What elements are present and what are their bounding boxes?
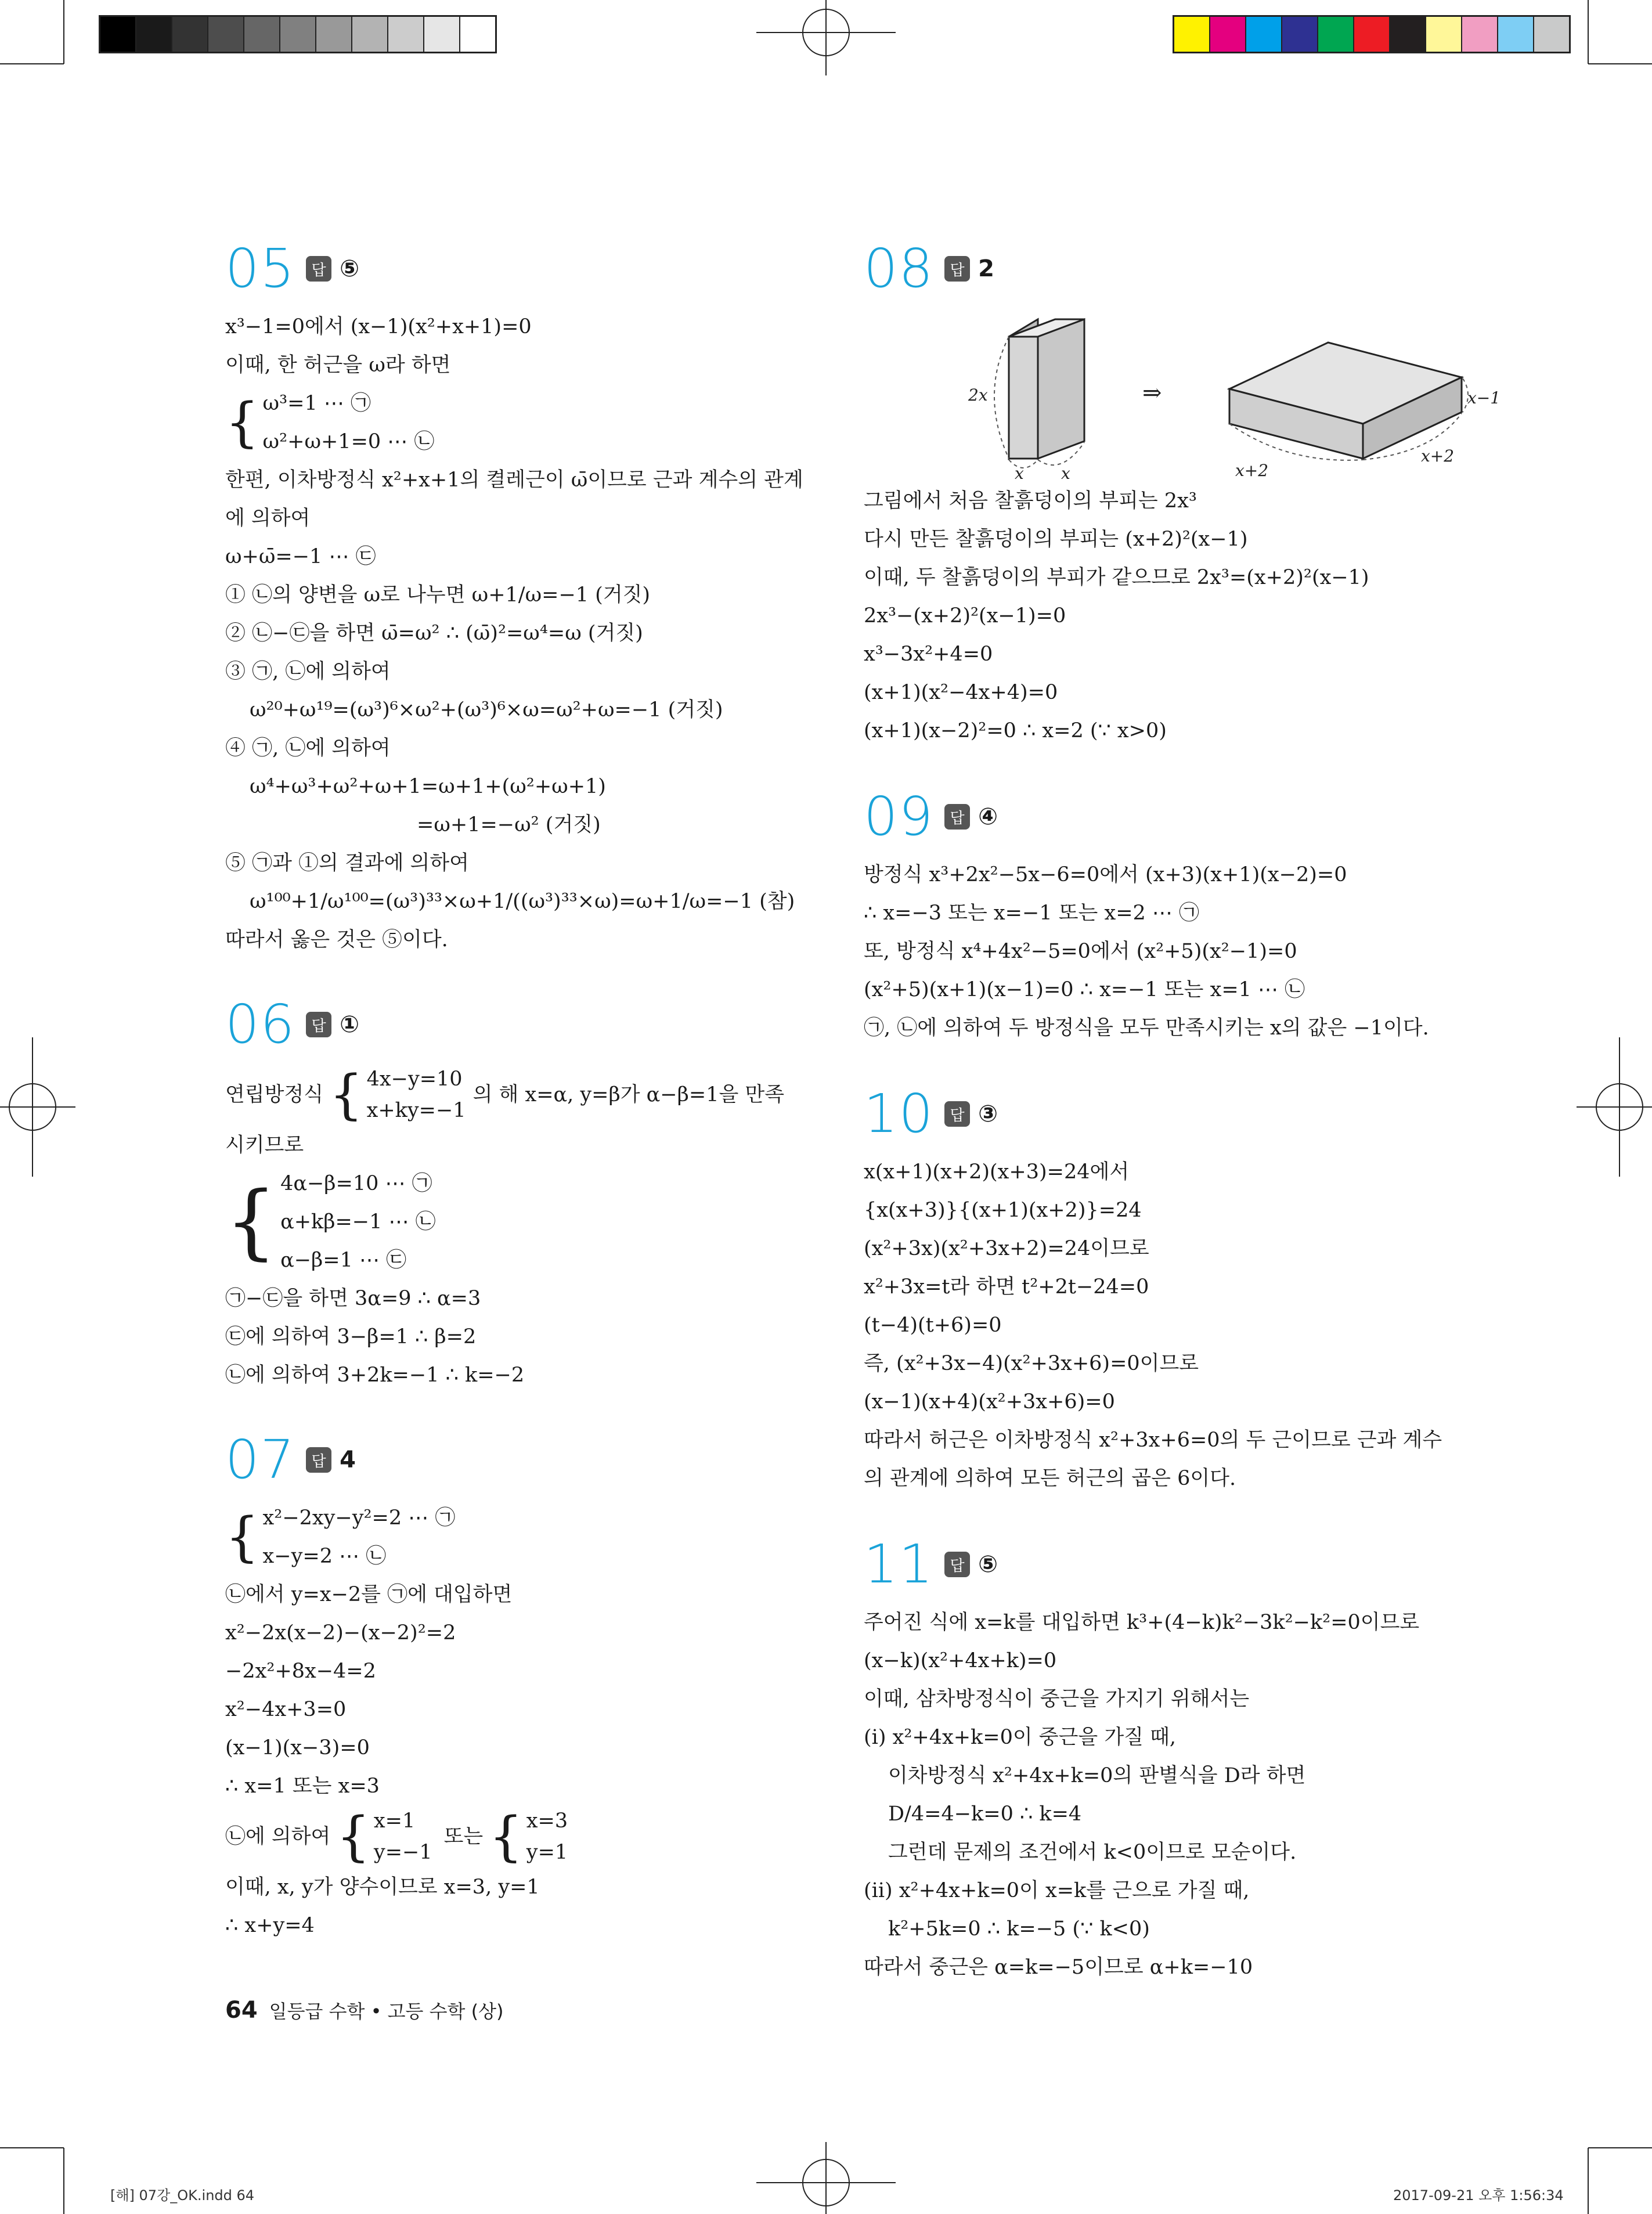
book-title: 일등급 수학 • 고등 수학 (상)	[269, 2000, 504, 2022]
answer-badge: 답	[944, 256, 970, 282]
solution-line: (x²+5)(x+1)(x−1)=0 ∴ x=−1 또는 x=1 ⋯ ㉡	[864, 978, 1305, 1001]
solution-line: 따라서 옳은 것은 ⑤이다.	[225, 928, 448, 951]
figure-arrow: ⇒	[1142, 380, 1162, 406]
equation-system: { 4x−y=10 x+ky=−1	[329, 1063, 466, 1126]
problem-number: 05	[225, 237, 296, 300]
solution-line: (x+1)(x²−4x+4)=0	[864, 681, 1058, 704]
solution-line: D/4=4−k=0 ∴ k=4	[888, 1802, 1082, 1826]
solution-line: y=1	[526, 1841, 568, 1864]
solution-line: (ⅱ) x²+4x+k=0이 x=k를 근으로 가질 때,	[864, 1879, 1250, 1902]
answer-badge: 답	[306, 1012, 331, 1037]
solution-line: (t−4)(t+6)=0	[864, 1314, 1002, 1337]
answer-value: ①	[340, 1011, 359, 1038]
problem-07	[225, 1428, 870, 1945]
solution-line: x=3	[526, 1809, 568, 1833]
solution-line: 이때, x, y가 양수이므로 x=3, y=1	[225, 1876, 540, 1899]
problem-number: 09	[864, 785, 935, 848]
equation-system: { ω³=1 ⋯ ㉠ ω²+ω+1=0 ⋯ ㉡	[225, 384, 870, 461]
solution-line: ω¹⁰⁰+1/ω¹⁰⁰=(ω³)³³×ω+1/((ω³)³³×ω)=ω+1/ω=−1 (참)	[250, 890, 795, 913]
solution-line: (x+1)(x−2)²=0 ∴ x=2 (∵ x>0)	[864, 719, 1167, 742]
solution-line: 다시 만든 찰흙덩이의 부피는 (x+2)²(x−1)	[864, 528, 1248, 551]
problem-number: 08	[864, 237, 935, 300]
answer-badge: 답	[306, 256, 331, 282]
solution-line: 방정식 x³+2x²−5x−6=0에서 (x+3)(x+1)(x−2)=0	[864, 863, 1347, 886]
solution-line: ㉡에 의하여	[225, 1825, 331, 1848]
solution-line: 즉, (x²+3x−4)(x²+3x+6)=0이므로	[864, 1352, 1199, 1375]
solution-line: x³−1=0에서 (x−1)(x²+x+1)=0	[225, 315, 532, 338]
slug-date: 2017-09-21 오후 1:56:34	[1393, 2187, 1564, 2204]
solution-line: 또, 방정식 x⁴+4x²−5=0에서 (x²+5)(x²−1)=0	[864, 940, 1297, 963]
problem-10	[864, 1082, 1508, 1498]
solution-line: ㉡에서 y=x−2를 ㉠에 대입하면	[225, 1583, 513, 1606]
problem-11	[864, 1533, 1508, 1986]
solution-line: (x²+3x)(x²+3x+2)=24이므로	[864, 1237, 1149, 1260]
solution-line: x²−2x(x−2)−(x−2)²=2	[225, 1621, 456, 1645]
problem-09	[864, 785, 1508, 1047]
solution-line: ㉠−㉢을 하면 3α=9 ∴ α=3	[225, 1287, 481, 1310]
problem-08	[864, 237, 1508, 750]
answer-value: 2	[978, 255, 994, 282]
slug-file: [해] 07강_OK.indd 64	[110, 2187, 255, 2204]
answer-value: ④	[978, 803, 998, 830]
solution-line: 그런데 문제의 조건에서 k<0이므로 모순이다.	[888, 1841, 1297, 1864]
page-number: 64	[225, 1997, 258, 2024]
answer-badge: 답	[944, 1101, 970, 1127]
left-column	[225, 237, 870, 1945]
answer-value: ⑤	[978, 1551, 998, 1578]
solution-line: ㉠, ㉡에 의하여 두 방정식을 모두 만족시키는 x의 값은 −1이다.	[864, 1016, 1429, 1040]
solution-line: x+ky=−1	[366, 1099, 466, 1122]
solution-line: 4α−β=10 ⋯ ㉠	[280, 1172, 432, 1195]
equation-system: { x=3 y=1	[489, 1805, 568, 1867]
solution-line: k²+5k=0 ∴ k=−5 (∵ k<0)	[888, 1917, 1150, 1941]
solution-line: ω²⁰+ω¹⁹=(ω³)⁶×ω²+(ω³)⁶×ω=ω²+ω=−1 (거짓)	[250, 698, 723, 722]
solution-line: ω+ω̄=−1 ⋯ ㉢	[225, 545, 376, 568]
solution-line: ∴ x=−3 또는 x=−1 또는 x=2 ⋯ ㉠	[864, 902, 1200, 925]
figure-label: x+2	[1235, 461, 1269, 480]
solution-line: x³−3x²+4=0	[864, 643, 993, 666]
solution-line: x²+3x=t라 하면 t²+2t−24=0	[864, 1275, 1149, 1299]
solution-line: 4x−y=10	[366, 1068, 463, 1091]
page-footer	[225, 1997, 504, 2024]
solution-line: ω²+ω+1=0 ⋯ ㉡	[262, 430, 435, 453]
equation-system: { x²−2xy−y²=2 ⋯ ㉠ x−y=2 ⋯ ㉡	[225, 1499, 870, 1575]
answer-badge: 답	[944, 804, 970, 830]
solution-line: ∴ x=1 또는 x=3	[225, 1775, 380, 1798]
figure-label: x−1	[1467, 388, 1501, 408]
answer-badge: 답	[306, 1447, 331, 1473]
equation-system: { 4α−β=10 ⋯ ㉠ α+kβ=−1 ⋯ ㉡ α−β=1 ⋯ ㉢	[225, 1164, 870, 1279]
solution-line: ㉡에 의하여 3+2k=−1 ∴ k=−2	[225, 1364, 525, 1387]
answer-value: ③	[978, 1101, 998, 1127]
solution-line: α+kβ=−1 ⋯ ㉡	[280, 1210, 436, 1234]
solution-line: 또는	[443, 1825, 484, 1848]
solution-line: ∴ x+y=4	[225, 1914, 315, 1937]
solution-line: 에 의하여	[225, 507, 311, 530]
problem-number: 11	[864, 1533, 935, 1595]
solution-line: 이때, 삼차방정식이 중근을 가지기 위해서는	[864, 1687, 1250, 1711]
solution-line: x²−2xy−y²=2 ⋯ ㉠	[262, 1506, 456, 1530]
solution-line: =ω+1=−ω² (거짓)	[417, 813, 601, 836]
problem-number: 10	[864, 1083, 935, 1145]
solution-line: 의 해 x=α, y=β가 α−β=1을 만족	[472, 1083, 785, 1106]
solution-line: (x−1)(x−3)=0	[225, 1736, 370, 1759]
solution-line: x−y=2 ⋯ ㉡	[262, 1545, 387, 1568]
figure-label: x+2	[1421, 446, 1455, 466]
solution-line: α−β=1 ⋯ ㉢	[280, 1249, 407, 1272]
figure-label: 2x	[968, 385, 988, 405]
right-column	[864, 237, 1508, 1986]
solution-line: ω³=1 ⋯ ㉠	[262, 392, 371, 415]
solution-line: {x(x+3)}{(x+1)(x+2)}=24	[864, 1199, 1142, 1222]
solution-line: y=−1	[373, 1841, 432, 1864]
solution-line: 2x³−(x+2)²(x−1)=0	[864, 604, 1066, 628]
solution-line: ① ㉡의 양변을 ω로 나누면 ω+1/ω=−1 (거짓)	[225, 583, 651, 607]
solution-line: ㉢에 의하여 3−β=1 ∴ β=2	[225, 1325, 477, 1348]
solution-line: ② ㉡−㉢을 하면 ω̄=ω² ∴ (ω̄)²=ω⁴=ω (거짓)	[225, 622, 643, 645]
solution-line: 의 관계에 의하여 모든 허근의 곱은 6이다.	[864, 1467, 1236, 1490]
solution-line: 그림에서 처음 찰흙덩이의 부피는 2x³	[864, 489, 1197, 513]
figure-label: x	[1061, 464, 1070, 483]
solution-line: (x−1)(x+4)(x²+3x+6)=0	[864, 1390, 1115, 1414]
solution-line: 연립방정식	[225, 1083, 324, 1106]
solution-line: 이차방정식 x²+4x+k=0의 판별식을 D라 하면	[888, 1764, 1306, 1787]
problem-number: 06	[225, 993, 296, 1055]
solution-line: (ⅰ) x²+4x+k=0이 중근을 가질 때,	[864, 1726, 1177, 1749]
solution-line: 따라서 허근은 이차방정식 x²+3x+6=0의 두 근이므로 근과 계수	[864, 1429, 1442, 1452]
solution-line: ③ ㉠, ㉡에 의하여	[225, 660, 391, 683]
solution-line: 한편, 이차방정식 x²+x+1의 켤레근이 ω̄이므로 근과 계수의 관계	[225, 468, 803, 492]
solution-line: 따라서 중근은 α=k=−5이므로 α+k=−10	[864, 1956, 1253, 1979]
solution-line: 이때, 두 찰흙덩이의 부피가 같으므로 2x³=(x+2)²(x−1)	[864, 566, 1369, 589]
solution-line: 주어진 식에 x=k를 대입하면 k³+(4−k)k²−3k²−k²=0이므로	[864, 1611, 1420, 1634]
solution-line: ④ ㉠, ㉡에 의하여	[225, 737, 391, 760]
solution-line: (x−k)(x²+4x+k)=0	[864, 1649, 1057, 1672]
clay-volume-figure	[951, 308, 1501, 483]
solution-line: x(x+1)(x+2)(x+3)=24에서	[864, 1160, 1130, 1184]
solution-line: −2x²+8x−4=2	[225, 1660, 376, 1683]
problem-number: 07	[225, 1429, 296, 1491]
solution-line: ω⁴+ω³+ω²+ω+1=ω+1+(ω²+ω+1)	[250, 775, 606, 798]
problem-06	[225, 993, 870, 1394]
problem-05	[225, 237, 870, 959]
solution-line: ⑤ ㉠과 ①의 결과에 의하여	[225, 852, 469, 875]
equation-system: { x=1 y=−1	[336, 1805, 432, 1867]
solution-line: x=1	[373, 1809, 416, 1833]
figure-label: x	[1015, 464, 1024, 483]
answer-badge: 답	[944, 1552, 970, 1577]
solution-line: 이때, 한 허근을 ω라 하면	[225, 354, 451, 377]
solution-line: x²−4x+3=0	[225, 1698, 347, 1721]
answer-value: ⑤	[340, 255, 359, 282]
answer-value: 4	[340, 1447, 356, 1473]
solution-line: 시키므로	[225, 1134, 304, 1157]
